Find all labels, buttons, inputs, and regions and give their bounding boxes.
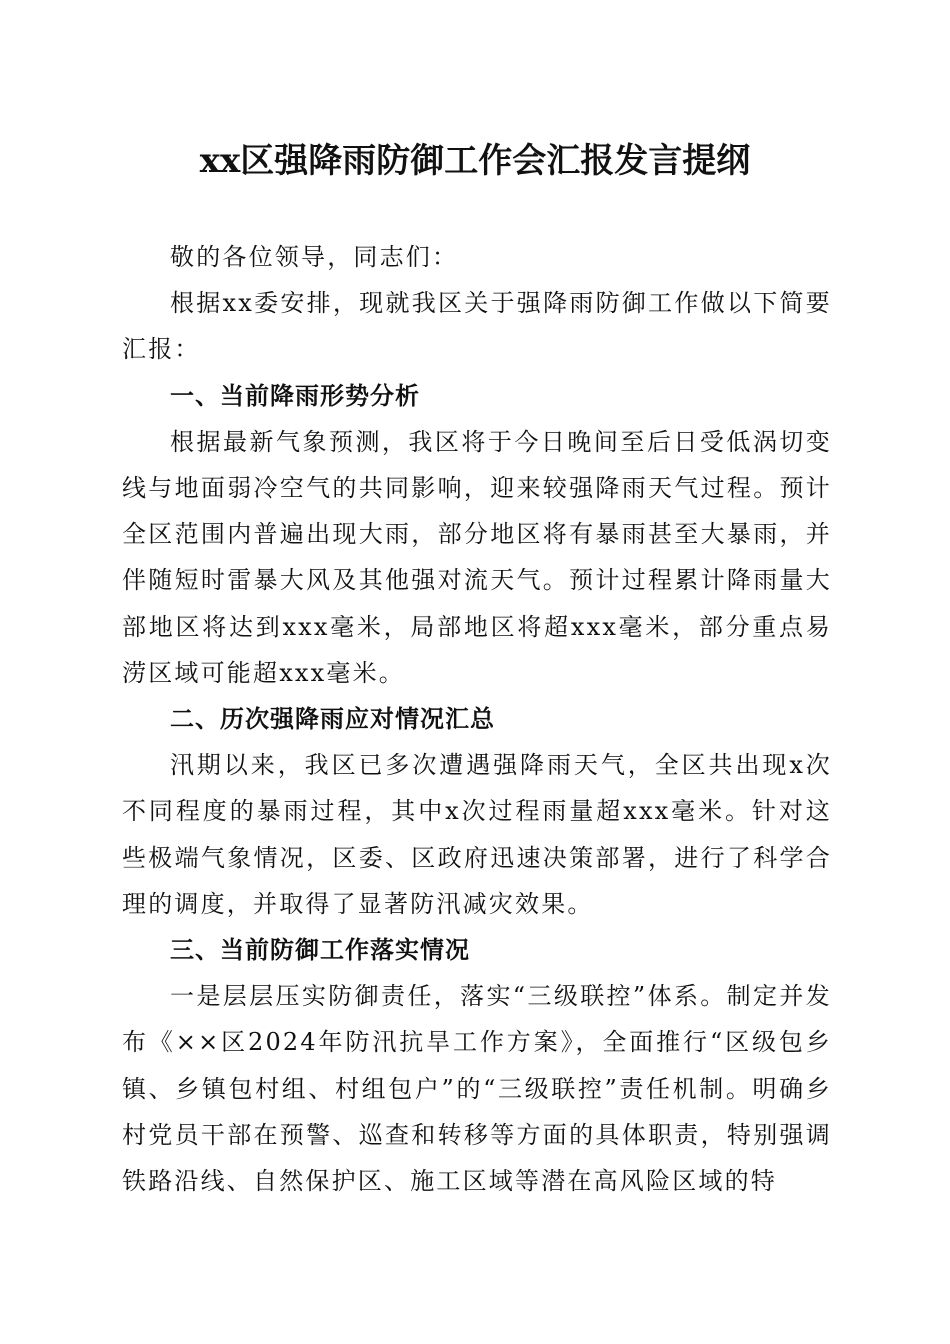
intro-paragraph: 根据xx委安排，现就我区关于强降雨防御工作做以下简要汇报： [122,289,832,364]
section-1-paragraph: 根据最新气象预测，我区将于今日晚间至后日受低涡切变线与地面弱冷空气的共同影响，迎来较强降雨天气过程。预计全区范围内普遍出现大雨，部分地区将有暴雨甚至大暴雨，并伴随短时雷暴大风及其他强对流天气。预计过程累计降雨量大部地区将达到xxx毫米，局部地区将超xxx毫米，部分重点易涝区域可能超xxx毫米。 [122,427,832,687]
section-heading-1: 一、当前降雨形势分析 [170,381,420,410]
section-2-paragraph: 汛期以来，我区已多次遭遇强降雨天气，全区共出现x次不同程度的暴雨过程，其中x次过程雨量超xxx毫米。针对这些极端气象情况，区委、区政府迅速决策部署，进行了科学合理的调度，并取得了显著防汛减灾效果。 [122,751,832,918]
section-heading-2: 二、历次强降雨应对情况汇总 [170,705,495,734]
salutation: 敬的各位领导，同志们： [170,243,459,271]
section-heading-3: 三、当前防御工作落实情况 [170,936,470,965]
document-body [122,234,832,1204]
section-3-paragraph: 一是层层压实防御责任，落实“三级联控”体系。制定并发布《××区2024年防汛抗旱工作方案》，全面推行“区级包乡镇、乡镇包村组、村组包户”的“三级联控”责任机制。明确乡村党员干部在预警、巡查和转移等方面的具体职责，特别强调铁路沿线、自然保护区、施工区域等潜在高风险区域的特 [122,982,832,1196]
document-title: xx区强降雨防御工作会汇报发言提纲 [199,141,751,181]
